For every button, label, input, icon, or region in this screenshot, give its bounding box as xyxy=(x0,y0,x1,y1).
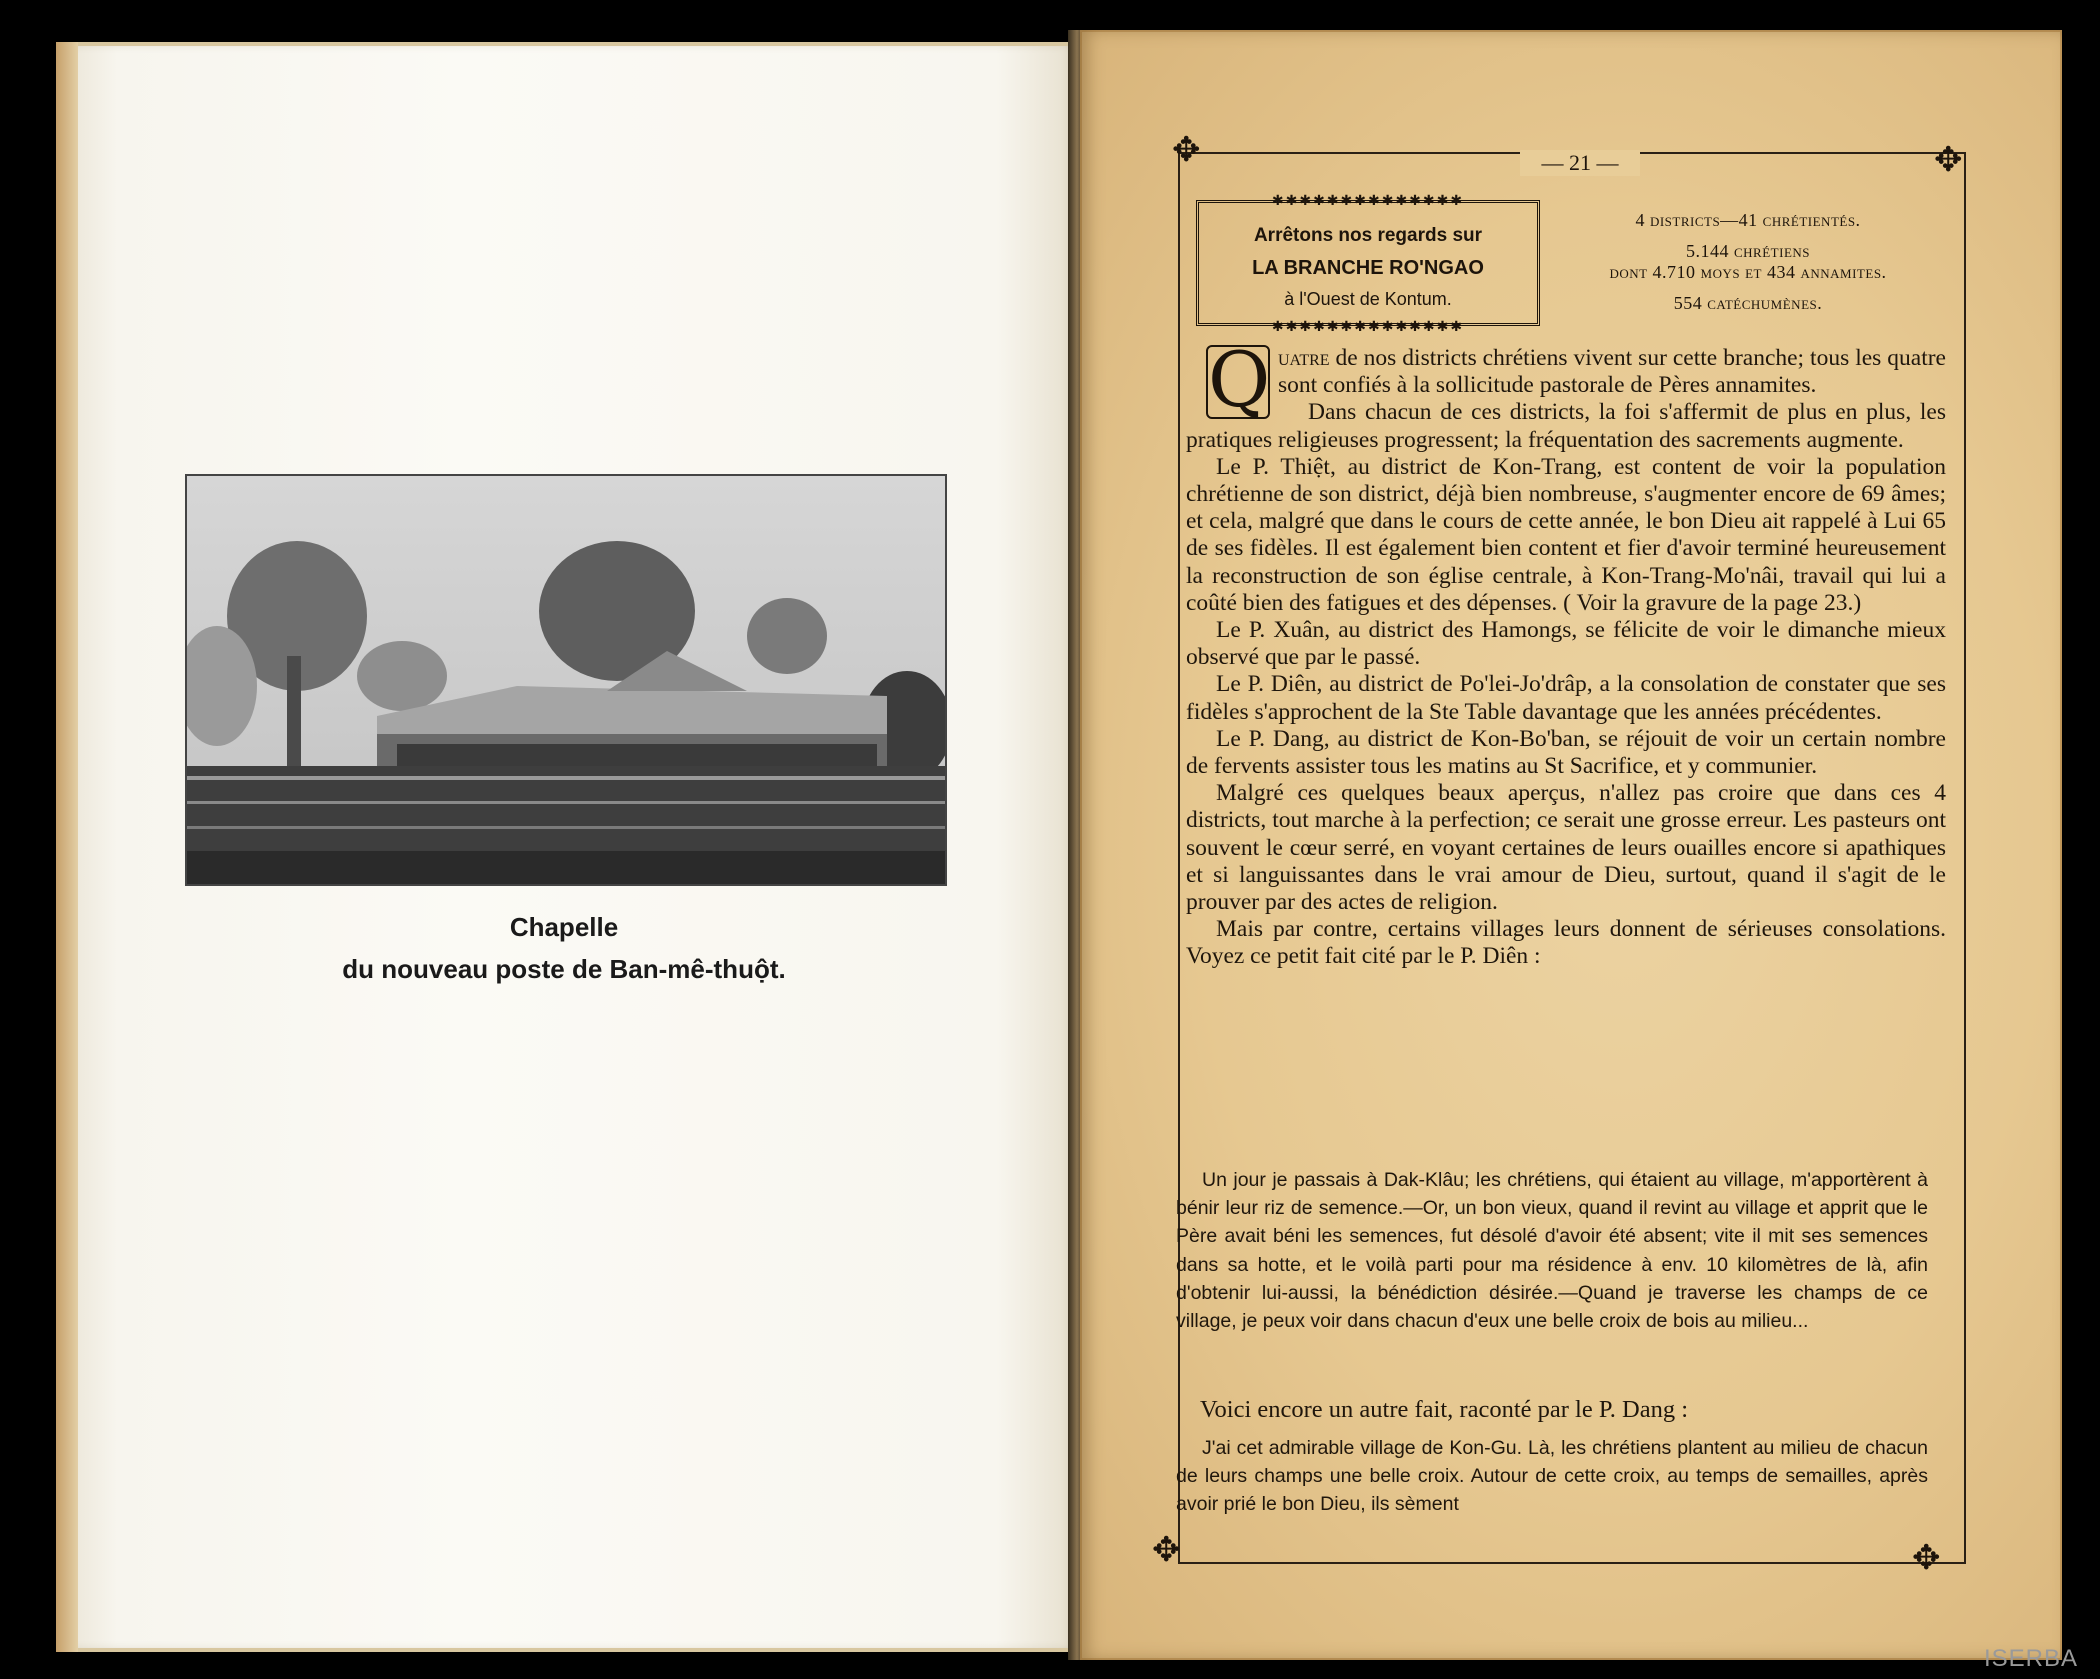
quote-block-2 xyxy=(1176,1434,1928,1519)
paragraph: Le P. Dang, au district de Kon-Bo'ban, se réjouit de voir un certain nombre de fervents assister tous les matins au St Sacrifice, et y communier. xyxy=(1186,725,1946,780)
left-page-edge xyxy=(56,42,78,1652)
statistics-block xyxy=(1548,210,1948,324)
corner-ornament-icon: ✥ xyxy=(1152,1532,1181,1569)
photo-caption-title: Chapelle xyxy=(509,912,619,942)
corner-ornament-icon: ✥ xyxy=(1172,132,1201,169)
paragraph-text: de nos districts chrétiens vivent sur cette branche; tous les quatre sont confiés à la sollicitude pastorale de Pères annamites. xyxy=(1278,345,1946,399)
quote-text: J'ai cet admirable village de Kon-Gu. Là, les chrétiens plantent au milieu de chacun de leurs champs une belle croix. Autour de cette croix, au temps de semailles, après avoir prié le bon Dieu, ils sèment xyxy=(1176,1437,1928,1516)
paragraph: Dans chacun de ces districts, la foi s'affermit de plus en plus, les pratiques religieuses progressent; la fréquentation des sacrements augmente. xyxy=(1186,399,1946,453)
main-text xyxy=(1186,335,1946,971)
header-line-3: à l'Ouest de Kontum. xyxy=(1284,289,1452,309)
intro-line: Voici encore un autre fait, raconté par le P. Dang : xyxy=(1200,1396,1689,1423)
dropcap: Q xyxy=(1208,335,1271,424)
stat-line: dont 4.710 moys et 434 annamites. xyxy=(1609,262,1887,282)
star-border-icon: ✱✱✱✱✱✱✱✱✱✱✱✱✱✱ xyxy=(1271,318,1465,334)
corner-ornament-icon: ✥ xyxy=(1912,1540,1941,1577)
section-header-box xyxy=(1196,192,1540,334)
watermark: ISERBA xyxy=(1983,1645,2078,1672)
page-number: — 21 — xyxy=(1520,150,1640,176)
stat-line: 554 catéchumènes. xyxy=(1673,293,1823,313)
stat-line: 4 districts—41 chrétientés. xyxy=(1635,210,1861,230)
header-line-1: Arrêtons nos regards sur xyxy=(1253,225,1483,246)
paragraph: Malgré ces quelques beaux aperçus, n'allez pas croire que dans ces 4 districts, tout marche à la perfection; ce serait une grosse erreur. Les pasteurs ont souvent le cœur serré, en voyant certaines de leurs ouailles encore si apathiques et si languissantes dans le vrai amour de Dieu, surtout, quand il s'agit de le prouver par des actes de religion. xyxy=(1186,780,1946,916)
star-border-icon: ✱✱✱✱✱✱✱✱✱✱✱✱✱✱ xyxy=(1271,192,1465,208)
chapel-photograph xyxy=(185,474,947,886)
paragraph: Le P. Diên, au district de Po'lei-Jo'drâp, a la consolation de constater que ses fidèles s'approchent de la Ste Table davantage que les années précédentes. xyxy=(1186,671,1946,725)
paragraph: Mais par contre, certains villages leurs donnent de sérieuses consolations. Voyez ce petit fait cité par le P. Diên : xyxy=(1186,916,1946,970)
paragraph xyxy=(1186,335,1946,424)
stat-line: 5.144 chrétiens xyxy=(1686,241,1810,261)
quote-block-1 xyxy=(1176,1166,1928,1335)
corner-ornament-icon: ✥ xyxy=(1934,142,1963,179)
paragraph: Le P. Thiệt, au district de Kon-Trang, est content de voir la population chrétienne de son district, déjà bien nombreuse, s'augmenter encore de 69 âmes; et cela, malgré que dans le cours de cette année, le bon Dieu ait rappelé à Lui 65 de ses fidèles. Il est également bien content et fier d'avoir terminé heureusement la reconstruction de son église centrale, à Kon-Trang-Mo'nâi, travail qui lui a coûté bien des fatigues et des dépenses. ( Voir la gravure de la page 23.) xyxy=(1186,453,1946,616)
header-line-2: LA BRANCHE RO'NGAO xyxy=(1252,257,1484,279)
paragraph: Le P. Xuân, au district des Hamongs, se félicite de voir le dimanche mieux observé que par le passé. xyxy=(1186,617,1946,671)
photo-caption-subtitle: du nouveau poste de Ban-mê-thuột. xyxy=(342,954,786,984)
dropcap-continuation: uatre xyxy=(1278,345,1330,371)
quote-text: Un jour je passais à Dak-Klâu; les chrétiens, qui étaient au village, m'apportèrent à bénir leur riz de semence.—Or, un bon vieux, quand il revint au village et apprit que le Père avait béni les semences, fut désolé d'avoir été absent; vite il mit ses semences dans sa hotte, et le voilà parti pour ma résidence à env. 10 kilomètres de là, afin d'obtenir lui-aussi, la bénédiction désirée.—Quand je traverse les champs de ce village, je peux voir dans chacun d'eux une belle croix de bois au milieu... xyxy=(1176,1169,1928,1333)
